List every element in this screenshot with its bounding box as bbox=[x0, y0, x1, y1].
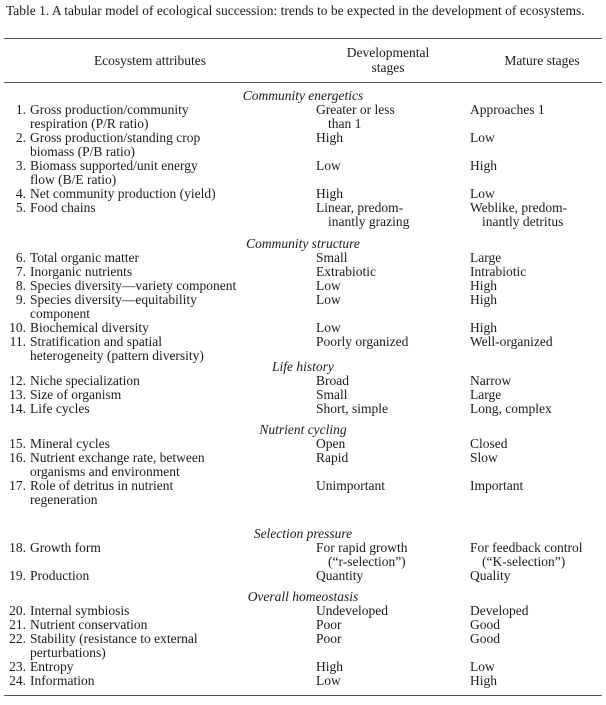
row-number: 12. bbox=[9, 373, 26, 388]
attribute-line: Biochemical diversity bbox=[30, 320, 149, 335]
developmental-value: Poor bbox=[316, 617, 342, 632]
attribute-cell bbox=[30, 437, 310, 451]
attribute-line: Size of organism bbox=[30, 387, 122, 402]
attribute-line: Species diversity—variety component bbox=[30, 278, 237, 293]
developmental-cell bbox=[316, 388, 476, 402]
header-rule bbox=[4, 82, 602, 83]
attribute-line: Net community production (yield) bbox=[30, 186, 216, 201]
mature-value: Slow bbox=[470, 450, 498, 465]
attribute-cell bbox=[30, 541, 310, 555]
mature-cell bbox=[470, 569, 606, 583]
developmental-cell bbox=[316, 279, 476, 293]
mature-cell bbox=[470, 388, 606, 402]
attribute-line: Nutrient conservation bbox=[30, 617, 148, 632]
mature-value: Low bbox=[470, 130, 495, 145]
mature-value: Large bbox=[470, 250, 502, 265]
mature-value: Low bbox=[470, 659, 495, 674]
developmental-cell bbox=[316, 251, 476, 265]
mature-value: High bbox=[470, 673, 497, 688]
attribute-line: Stability (resistance to external bbox=[30, 631, 198, 646]
mature-cell bbox=[470, 265, 606, 279]
developmental-value: Small bbox=[316, 250, 348, 265]
mature-cell bbox=[470, 437, 606, 451]
attribute-cell bbox=[30, 251, 310, 265]
attribute-cell bbox=[30, 201, 310, 215]
row-number: 3. bbox=[15, 158, 26, 173]
mature-value-2: inantly detritus bbox=[482, 213, 564, 229]
attribute-cell bbox=[30, 674, 310, 688]
mature-cell bbox=[470, 187, 606, 201]
row-number: 13. bbox=[9, 387, 26, 402]
developmental-value-2: than 1 bbox=[328, 115, 362, 131]
developmental-cell bbox=[316, 374, 476, 388]
attribute-line: Biomass supported/unit energy bbox=[30, 158, 198, 173]
attribute-line-2: perturbations) bbox=[30, 644, 106, 660]
developmental-value: High bbox=[316, 130, 343, 145]
developmental-cell bbox=[316, 159, 476, 173]
attribute-line: Inorganic nutrients bbox=[30, 264, 133, 279]
row-number: 16. bbox=[9, 450, 26, 465]
row-number: 1. bbox=[15, 102, 26, 117]
developmental-value-2: inantly grazing bbox=[328, 213, 410, 229]
developmental-value: Low bbox=[316, 158, 341, 173]
mature-cell bbox=[470, 279, 606, 293]
section-heading: Life history bbox=[272, 359, 334, 374]
developmental-value: Undeveloped bbox=[316, 603, 388, 618]
developmental-value: Quantity bbox=[316, 568, 364, 583]
developmental-value: Short, simple bbox=[316, 401, 389, 416]
attribute-line: Gross production/community bbox=[30, 102, 189, 117]
mature-cell bbox=[470, 103, 606, 117]
mature-value: High bbox=[470, 320, 497, 335]
row-number: 22. bbox=[9, 631, 26, 646]
developmental-value: Greater or less bbox=[316, 102, 395, 117]
attribute-cell bbox=[30, 479, 310, 506]
mature-cell bbox=[470, 131, 606, 145]
row-number: 4. bbox=[15, 186, 26, 201]
row-number: 20. bbox=[9, 603, 26, 618]
mature-value: Approaches 1 bbox=[470, 102, 545, 117]
attribute-cell bbox=[30, 604, 310, 618]
attribute-line-2: respiration (P/R ratio) bbox=[30, 115, 149, 131]
row-number: 7. bbox=[15, 264, 26, 279]
attribute-line: Production bbox=[30, 568, 90, 583]
developmental-cell bbox=[316, 131, 476, 145]
row-number: 5. bbox=[15, 200, 26, 215]
attribute-line: Entropy bbox=[30, 659, 74, 674]
mature-value: For feedback control bbox=[470, 540, 583, 555]
mature-cell bbox=[470, 541, 606, 568]
attribute-line-2: organisms and environment bbox=[30, 463, 180, 479]
mature-value: Good bbox=[470, 617, 500, 632]
developmental-cell bbox=[316, 604, 476, 618]
attribute-line: Total organic matter bbox=[30, 250, 140, 265]
mature-value: Large bbox=[470, 387, 502, 402]
attribute-cell bbox=[30, 618, 310, 632]
attribute-cell bbox=[30, 103, 310, 130]
table-caption: Table 1. A tabular model of ecological succession: trends to be expected in the development of ecosystems. bbox=[6, 3, 585, 18]
row-number: 18. bbox=[9, 540, 26, 555]
attribute-line: Mineral cycles bbox=[30, 436, 110, 451]
mature-cell bbox=[470, 660, 606, 674]
developmental-cell bbox=[316, 674, 476, 688]
row-number: 23. bbox=[9, 659, 26, 674]
header-ecosystem-attributes: Ecosystem attributes bbox=[93, 53, 207, 68]
attribute-line: Role of detritus in nutrient bbox=[30, 478, 174, 493]
row-number: 21. bbox=[9, 617, 26, 632]
row-number: 2. bbox=[15, 130, 26, 145]
mature-cell bbox=[470, 251, 606, 265]
mature-value-2: (“K-selection”) bbox=[482, 553, 566, 569]
row-number: 19. bbox=[9, 568, 26, 583]
attribute-cell bbox=[30, 451, 310, 478]
developmental-cell bbox=[316, 293, 476, 307]
header-mature-stages: Mature stages bbox=[504, 53, 580, 68]
attribute-cell bbox=[30, 374, 310, 388]
developmental-cell bbox=[316, 437, 476, 451]
developmental-cell bbox=[316, 618, 476, 632]
developmental-value: Small bbox=[316, 387, 348, 402]
row-number: 14. bbox=[9, 401, 26, 416]
attribute-line: Growth form bbox=[30, 540, 101, 555]
mature-cell bbox=[470, 402, 606, 416]
row-number: 10. bbox=[9, 320, 26, 335]
top-rule bbox=[4, 38, 602, 39]
attribute-cell bbox=[30, 388, 310, 402]
attribute-line: Stratification and spatial bbox=[30, 334, 162, 349]
developmental-value: Low bbox=[316, 673, 341, 688]
developmental-cell bbox=[316, 335, 476, 349]
developmental-value: Linear, predom- bbox=[316, 200, 404, 215]
mature-cell bbox=[470, 321, 606, 335]
row-number: 9. bbox=[15, 292, 26, 307]
developmental-value: Unimportant bbox=[316, 478, 385, 493]
header-developmental-line2: stages bbox=[371, 60, 405, 75]
attribute-line: Species diversity—equitability bbox=[30, 292, 197, 307]
attribute-line: Internal symbiosis bbox=[30, 603, 130, 618]
attribute-line-2: biomass (P/B ratio) bbox=[30, 143, 135, 159]
mature-value: Long, complex bbox=[470, 401, 552, 416]
attribute-line-2: heterogeneity (pattern diversity) bbox=[30, 347, 204, 363]
mature-cell bbox=[470, 674, 606, 688]
attribute-line: Food chains bbox=[30, 200, 96, 215]
mature-value: Intrabiotic bbox=[470, 264, 527, 279]
developmental-cell bbox=[316, 402, 476, 416]
developmental-cell bbox=[316, 265, 476, 279]
attribute-line-2: regeneration bbox=[30, 491, 98, 507]
attribute-cell bbox=[30, 265, 310, 279]
mature-cell bbox=[470, 201, 606, 228]
header-developmental-line1: Developmental bbox=[346, 45, 430, 60]
developmental-value: Open bbox=[316, 436, 346, 451]
developmental-cell bbox=[316, 660, 476, 674]
mature-cell bbox=[470, 618, 606, 632]
developmental-cell bbox=[316, 103, 476, 130]
developmental-value: Extrabiotic bbox=[316, 264, 376, 279]
attribute-cell bbox=[30, 569, 310, 583]
developmental-cell bbox=[316, 479, 476, 493]
developmental-value: For rapid growth bbox=[316, 540, 408, 555]
mature-cell bbox=[470, 293, 606, 307]
mature-value: Good bbox=[470, 631, 500, 646]
attribute-cell bbox=[30, 660, 310, 674]
mature-value: Well-organized bbox=[470, 334, 553, 349]
developmental-cell bbox=[316, 187, 476, 201]
attribute-line-2: flow (B/E ratio) bbox=[30, 171, 117, 187]
section-heading: Community structure bbox=[246, 236, 360, 251]
row-number: 6. bbox=[15, 250, 26, 265]
bottom-rule bbox=[4, 695, 602, 696]
section-heading: Overall homeostasis bbox=[247, 589, 359, 604]
row-number: 11. bbox=[9, 334, 26, 349]
mature-cell bbox=[470, 479, 606, 493]
attribute-cell bbox=[30, 335, 310, 362]
mature-value: Narrow bbox=[470, 373, 512, 388]
developmental-cell bbox=[316, 321, 476, 335]
developmental-value: High bbox=[316, 659, 343, 674]
attribute-line: Life cycles bbox=[30, 401, 90, 416]
mature-cell bbox=[470, 374, 606, 388]
mature-cell bbox=[470, 335, 606, 349]
section-heading: Nutrient cycling bbox=[259, 422, 347, 437]
developmental-cell bbox=[316, 632, 476, 646]
mature-cell bbox=[470, 604, 606, 618]
developmental-value: Low bbox=[316, 292, 341, 307]
mature-value: Important bbox=[470, 478, 524, 493]
attribute-cell bbox=[30, 131, 310, 158]
row-number: 8. bbox=[15, 278, 26, 293]
mature-value: High bbox=[470, 278, 497, 293]
mature-value: Closed bbox=[470, 436, 508, 451]
developmental-cell bbox=[316, 569, 476, 583]
row-number: 17. bbox=[9, 478, 26, 493]
developmental-cell bbox=[316, 201, 476, 228]
attribute-line: Nutrient exchange rate, between bbox=[30, 450, 205, 465]
attribute-line: Niche specialization bbox=[30, 373, 140, 388]
attribute-line-2: component bbox=[30, 305, 90, 321]
developmental-value: Poor bbox=[316, 631, 342, 646]
developmental-cell bbox=[316, 451, 476, 465]
mature-cell bbox=[470, 451, 606, 465]
attribute-cell bbox=[30, 159, 310, 186]
attribute-cell bbox=[30, 632, 310, 659]
attribute-cell bbox=[30, 187, 310, 201]
mature-cell bbox=[470, 632, 606, 646]
developmental-value-2: (“r-selection”) bbox=[328, 553, 406, 569]
attribute-cell bbox=[30, 402, 310, 416]
mature-value: Quality bbox=[470, 568, 511, 583]
section-heading: Selection pressure bbox=[253, 526, 353, 541]
attribute-line: Information bbox=[30, 673, 95, 688]
developmental-value: High bbox=[316, 186, 343, 201]
attribute-cell bbox=[30, 321, 310, 335]
developmental-value: Rapid bbox=[316, 450, 349, 465]
row-number: 24. bbox=[9, 673, 26, 688]
mature-value: Low bbox=[470, 186, 495, 201]
row-number: 15. bbox=[9, 436, 26, 451]
mature-value: Developed bbox=[470, 603, 529, 618]
mature-cell bbox=[470, 159, 606, 173]
developmental-cell bbox=[316, 541, 476, 568]
developmental-value: Low bbox=[316, 320, 341, 335]
developmental-value: Poorly organized bbox=[316, 334, 409, 349]
section-heading: Community energetics bbox=[242, 88, 364, 103]
mature-value: High bbox=[470, 292, 497, 307]
mature-value: High bbox=[470, 158, 497, 173]
developmental-value: Low bbox=[316, 278, 341, 293]
attribute-line: Gross production/standing crop bbox=[30, 130, 201, 145]
developmental-value: Broad bbox=[316, 373, 349, 388]
mature-value: Weblike, predom- bbox=[470, 200, 568, 215]
attribute-cell bbox=[30, 279, 310, 293]
attribute-cell bbox=[30, 293, 310, 320]
